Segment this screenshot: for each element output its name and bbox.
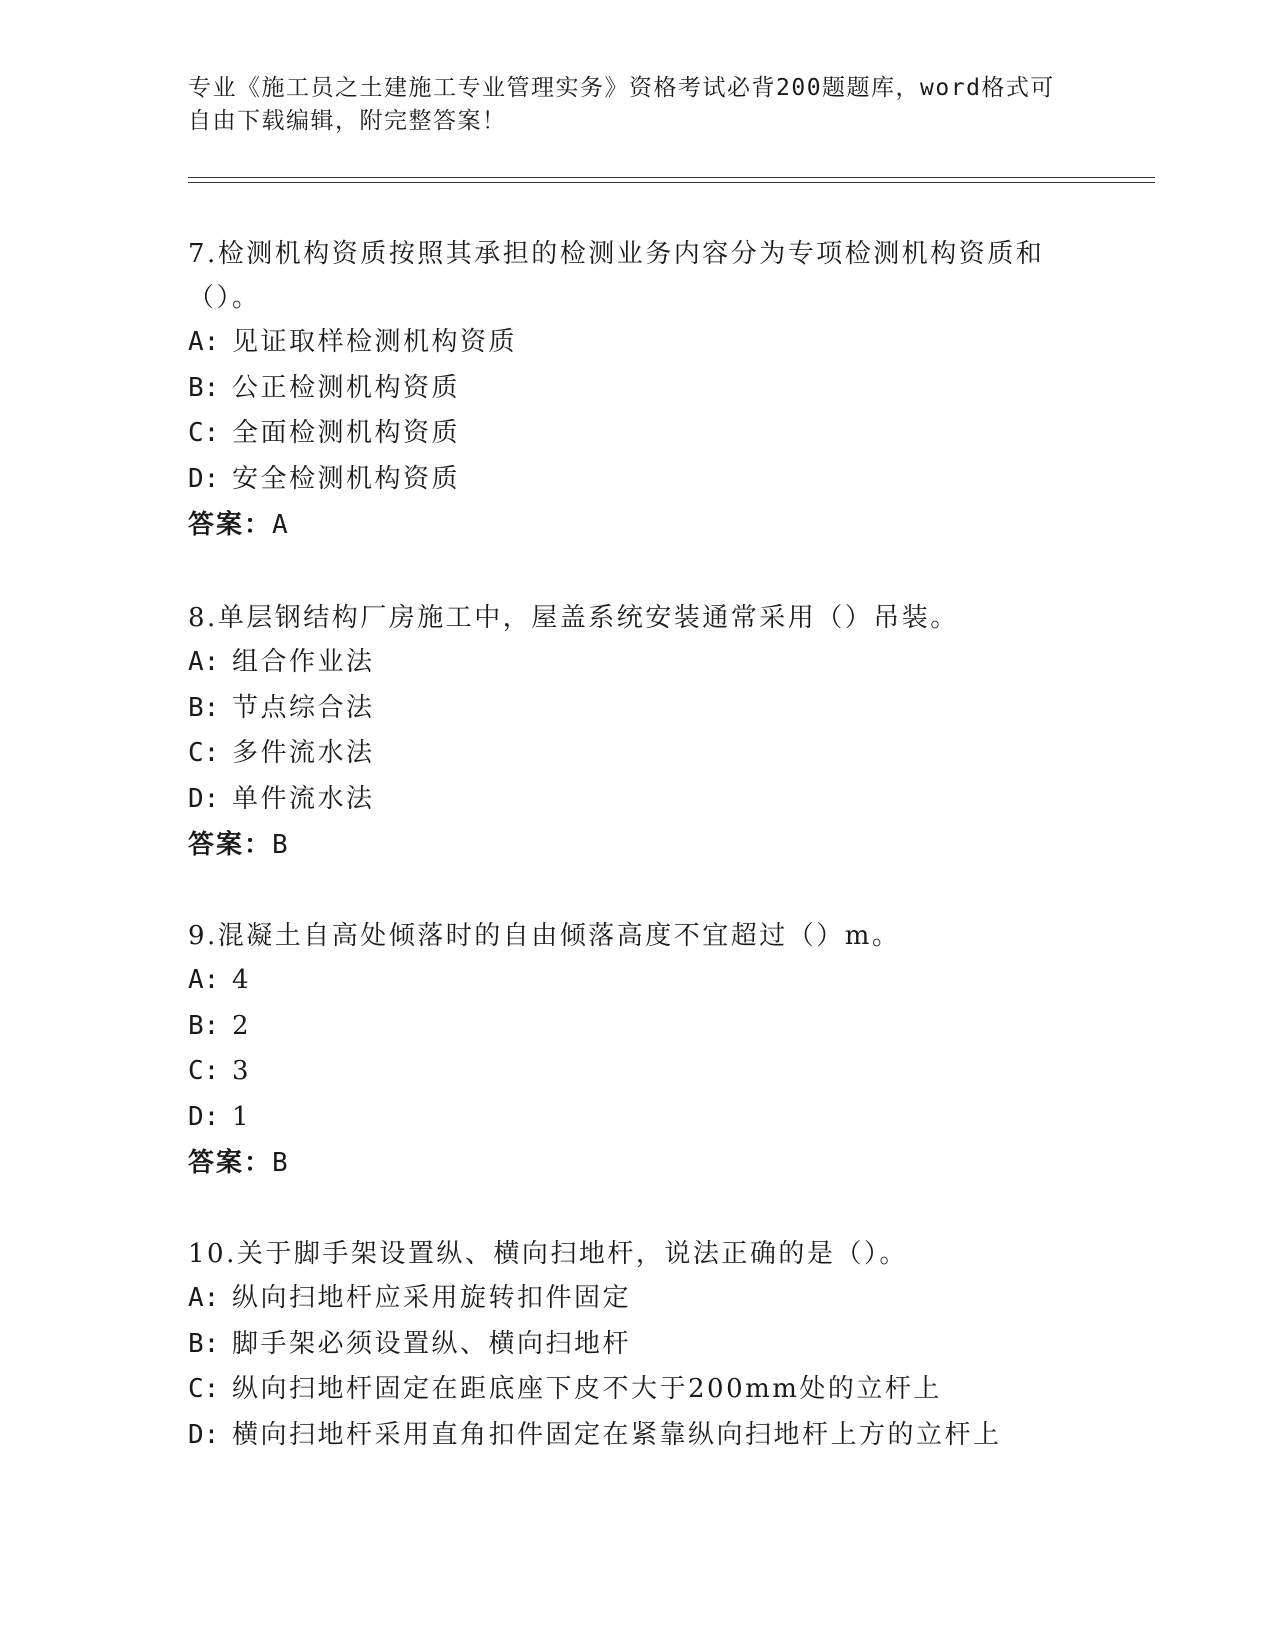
question-stem: 9.混凝土自高处倾落时的自由倾落高度不宜超过（）m。 bbox=[188, 921, 901, 951]
option-a bbox=[188, 958, 1088, 1004]
option-c bbox=[188, 731, 1088, 777]
option-text: 纵向扫地杆固定在距底座下皮不大于200mm处的立杆上 bbox=[232, 1374, 942, 1404]
answer-label: 答案： bbox=[188, 510, 273, 540]
answer-value: B bbox=[272, 830, 290, 860]
option-text: 3 bbox=[232, 1056, 252, 1086]
question-stem: 10.关于脚手架设置纵、横向扫地杆，说法正确的是（）。 bbox=[188, 1239, 908, 1269]
answer-line bbox=[188, 822, 1088, 868]
document-title-line-1: 专业《施工员之土建施工专业管理实务》资格考试必背200题题库，word格式可 bbox=[188, 75, 1055, 101]
answer-value: B bbox=[272, 1148, 290, 1178]
question-8 bbox=[188, 596, 1088, 868]
option-key: B: bbox=[188, 372, 220, 403]
option-d bbox=[188, 1413, 1088, 1459]
option-text: 4 bbox=[232, 965, 252, 995]
option-a bbox=[188, 320, 1088, 366]
header-divider-top bbox=[188, 177, 1155, 178]
option-b bbox=[188, 1004, 1088, 1050]
option-key: B: bbox=[188, 1328, 220, 1359]
option-key: A: bbox=[188, 327, 220, 357]
option-a bbox=[188, 1276, 1088, 1322]
option-text: 脚手架必须设置纵、横向扫地杆 bbox=[232, 1328, 632, 1359]
option-key: D: bbox=[188, 1101, 220, 1132]
option-key: D: bbox=[188, 463, 220, 494]
option-text: 横向扫地杆采用直角扣件固定在紧靠纵向扫地杆上方的立杆上 bbox=[232, 1419, 1002, 1450]
option-text: 纵向扫地杆应采用旋转扣件固定 bbox=[232, 1283, 632, 1313]
option-c bbox=[188, 1367, 1088, 1413]
option-key: D: bbox=[188, 783, 220, 814]
option-key: A: bbox=[188, 647, 220, 677]
header-divider-bottom bbox=[188, 182, 1155, 183]
option-text: 见证取样检测机构资质 bbox=[232, 327, 518, 357]
question-10 bbox=[188, 1232, 1088, 1458]
option-key: B: bbox=[188, 1010, 220, 1041]
option-text: 节点综合法 bbox=[232, 692, 375, 723]
question-9 bbox=[188, 914, 1088, 1186]
option-key: D: bbox=[188, 1419, 220, 1450]
option-d bbox=[188, 457, 1088, 503]
option-text: 单件流水法 bbox=[232, 783, 375, 814]
answer-value: A bbox=[272, 510, 290, 540]
option-b bbox=[188, 1322, 1088, 1368]
option-text: 全面检测机构资质 bbox=[232, 418, 461, 448]
option-d bbox=[188, 777, 1088, 823]
option-b bbox=[188, 366, 1088, 412]
option-key: C: bbox=[188, 418, 220, 448]
option-c bbox=[188, 411, 1088, 457]
option-key: C: bbox=[188, 1374, 220, 1404]
question-7 bbox=[188, 232, 1088, 548]
option-text: 2 bbox=[232, 1010, 252, 1041]
document-header bbox=[188, 72, 1088, 138]
option-key: C: bbox=[188, 738, 220, 768]
option-a bbox=[188, 640, 1088, 686]
question-stem: 8.单层钢结构厂房施工中，屋盖系统安装通常采用（）吊装。 bbox=[188, 603, 959, 633]
option-text: 多件流水法 bbox=[232, 738, 375, 768]
option-c bbox=[188, 1049, 1088, 1095]
option-key: A: bbox=[188, 965, 220, 995]
option-text: 组合作业法 bbox=[232, 647, 375, 677]
question-stem: 7.检测机构资质按照其承担的检测业务内容分为专项检测机构资质和（）。 bbox=[188, 239, 1045, 313]
answer-line bbox=[188, 502, 1088, 548]
option-text: 公正检测机构资质 bbox=[232, 372, 461, 403]
option-b bbox=[188, 686, 1088, 732]
answer-label: 答案： bbox=[188, 830, 273, 860]
answer-line bbox=[188, 1140, 1088, 1186]
option-key: A: bbox=[188, 1283, 220, 1313]
option-text: 1 bbox=[232, 1101, 252, 1132]
option-text: 安全检测机构资质 bbox=[232, 463, 461, 494]
option-key: C: bbox=[188, 1056, 220, 1086]
option-key: B: bbox=[188, 692, 220, 723]
answer-label: 答案： bbox=[188, 1148, 273, 1178]
document-title-line-2: 自由下载编辑，附完整答案！ bbox=[188, 108, 507, 134]
option-d bbox=[188, 1095, 1088, 1141]
